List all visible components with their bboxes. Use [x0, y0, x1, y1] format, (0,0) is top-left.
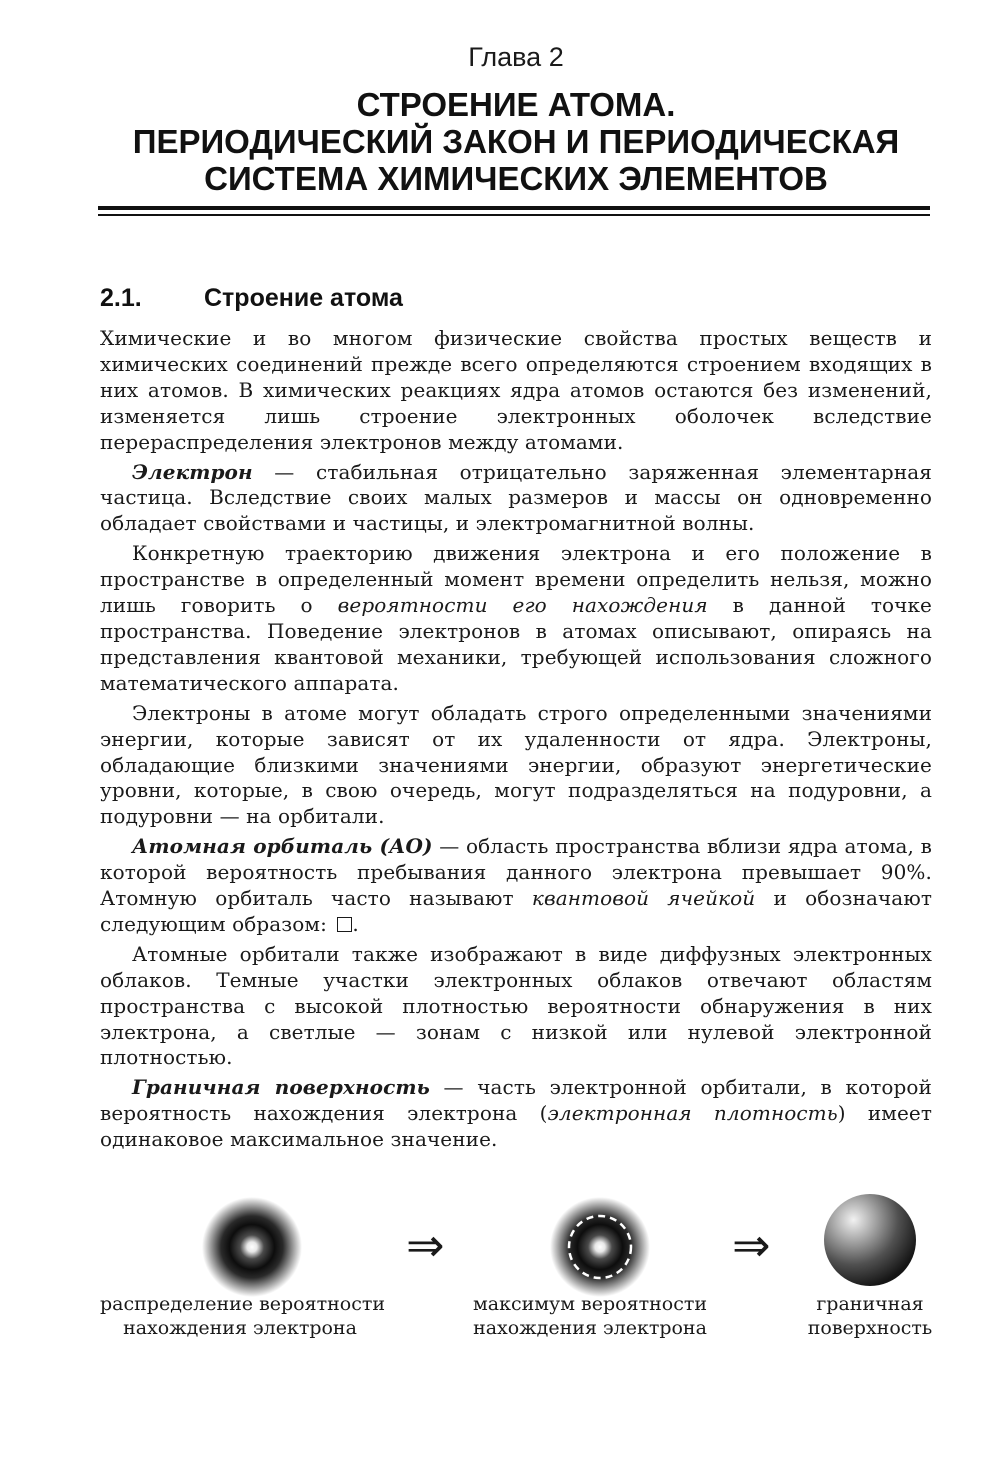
- term-atomic-orbital: Атомная орбиталь (АО): [132, 834, 433, 859]
- paragraph-atomic-orbital-b: и обозначают следующим образом:: [100, 886, 932, 936]
- paragraph-atomic-orbital: [100, 834, 932, 938]
- caption-2-line-1: максимум вероятности: [472, 1293, 708, 1315]
- paragraph-trajectory-b: в данной точке пространства. Поведение электронов в атомах описывают, опираясь на представления квантовой механики, требующей использования сложного математического аппарата.: [100, 593, 932, 695]
- boundary-sphere-figure: [822, 1192, 918, 1288]
- paragraph-trajectory: [100, 541, 932, 696]
- title-divider-thin: [98, 214, 930, 216]
- term-electron: Электрон: [132, 459, 253, 484]
- paragraph-atomic-orbital-a: — область пространства вблизи ядра атома, в которой вероятность пребывания данного электрона превышает 90%. Атомную орбиталь часто называют: [100, 834, 932, 911]
- chapter-label: Глава 2: [468, 42, 564, 72]
- caption-3-line-2: поверхность: [807, 1317, 933, 1339]
- diffuse-cloud-figure: [200, 1195, 304, 1299]
- chapter-title-line-2: ПЕРИОДИЧЕСКИЙ ЗАКОН И ПЕРИОДИЧЕСКАЯ: [132, 123, 900, 160]
- chapter-title-line-3: СИСТЕМА ХИМИЧЕСКИХ ЭЛЕМЕНТОВ: [204, 160, 828, 197]
- paragraph-electron-text: — стабильная отрицательно заряженная элементарная частица. Вследствие своих малых размеров и массы он одновременно обладает свойствами и частицы, и электромагнитной волны.: [100, 459, 932, 536]
- emph-probability: вероятности его нахождения: [337, 593, 708, 618]
- section-number: 2.1.: [100, 284, 142, 312]
- paragraph-electron-clouds: Атомные орбитали также изображают в виде диффузных электронных облаков. Темные участки электронных облаков отвечают областям пространства с высокой плотностью вероятности обнаружения в них электрона, а светлые — зонам с низкой или нулевой электронной плотностью.: [100, 941, 932, 1070]
- boundary-sphere-shape: [824, 1194, 916, 1286]
- paragraph-energy-levels: Электроны в атоме могут обладать строго определенными значениями энергии, которые зависят от их удаленности от ядра. Электроны, обладающие близкими значениями энергии, образуют энергетические уровни, которые, в свою очередь, могут подразделяться на подуровни, а подуровни — на орбитали.: [100, 700, 932, 829]
- caption-probability-distribution: [100, 1292, 386, 1340]
- chapter-title-line-1: СТРОЕНИЕ АТОМА.: [356, 86, 676, 123]
- quantum-cell-square-icon: [337, 917, 352, 932]
- paragraph-boundary-surface-a: — часть электронной орбитали, в которой вероятность нахождения электрона (: [100, 1075, 932, 1126]
- caption-1-line-2: нахождения электрона: [123, 1317, 357, 1339]
- emph-electron-density: электронная плотность: [547, 1101, 838, 1126]
- caption-boundary-surface: [790, 1292, 950, 1340]
- paragraph-electron: [100, 460, 932, 538]
- max-probability-figure: [548, 1195, 652, 1299]
- caption-1-line-1: распределение вероятности: [100, 1293, 386, 1315]
- textbook-page: [100, 0, 932, 1458]
- arrow-2-icon: ⇒: [732, 1218, 771, 1272]
- section-heading: [100, 284, 403, 313]
- diffuse-cloud-shape: [202, 1197, 302, 1297]
- chapter-title: [100, 86, 932, 197]
- caption-probability-maximum: [460, 1292, 720, 1340]
- paragraph-boundary-surface: [100, 1075, 932, 1153]
- paragraph-trajectory-a: Конкретную траекторию движения электрона и его положение в пространстве в определенный момент времени определить нельзя, можно лишь говорить о: [100, 541, 932, 618]
- section-title: Строение атома: [204, 284, 403, 312]
- paragraph-atomic-orbital-end: .: [352, 911, 359, 936]
- paragraph-1: Химические и во многом физические свойства простых веществ и химических соединений прежде всего определяются строением входящих в них атомов. В химических реакциях ядра атомов остаются без изменений, изменяется лишь строение электронных оболочек вследствие перераспределения электронов между атомами.: [100, 326, 932, 454]
- paragraph-boundary-surface-b: ) имеет одинаковое максимальное значение.: [100, 1101, 932, 1152]
- emph-quantum-cell: квантовой ячейкой: [531, 886, 756, 911]
- title-divider-thick: [98, 206, 930, 210]
- arrow-1-icon: ⇒: [406, 1218, 445, 1272]
- caption-2-line-2: нахождения электрона: [473, 1317, 707, 1339]
- term-boundary-surface: Граничная поверхность: [132, 1075, 430, 1100]
- caption-3-line-1: граничная: [816, 1293, 924, 1315]
- max-probability-cloud-shape: [550, 1197, 650, 1297]
- body-text: [100, 326, 932, 1157]
